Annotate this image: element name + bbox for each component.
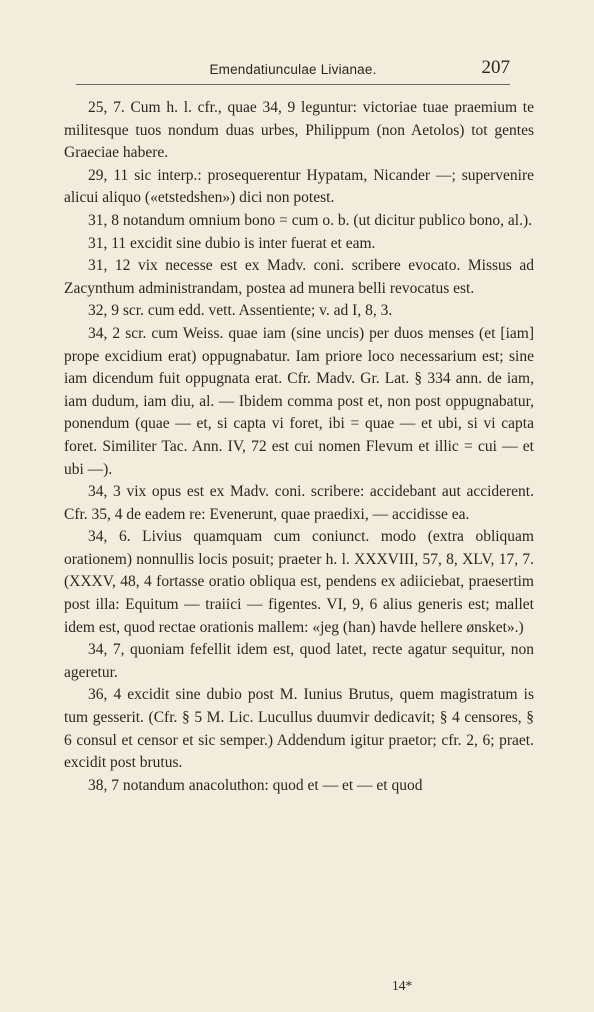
main-text <box>64 97 534 797</box>
paragraph: 34, 2 scr. cum Weiss. quae iam (sine uncis) per duos menses (et [iam] prope excidium erat) oppugnabatur. Iam priore loco necessarium est; sine iam dicendum fuit oppugnata erat. Cfr. Madv. Gr. Lat. § 334 ann. de iam, iam dudum, iam diu, al. — Ibidem comma post et, non post oppugnabatur, ponendum (quae — et, si capta vi foret, ibi = quae — et ubi, si vi capta foret. Similiter Tac. Ann. IV, 72 est cui nomen Flevum et illic = cui — et ubi —). <box>64 324 534 478</box>
paragraph: 29, 11 sic interp.: prosequerentur Hypatam, Nicander —; supervenire alicui aliquo («etstedshen») dici non potest. <box>64 166 534 207</box>
paragraph: 31, 12 vix necesse est ex Madv. coni. scribere evocato. Missus ad Zacynthum administrandam, postea ad munera belli revocatus est. <box>64 257 534 297</box>
paragraph: 36, 4 excidit sine dubio post M. Iunius Brutus, quem magistratum is tum gesserit. (Cfr. § 5 M. Lic. Lucullus duumvir dedicavit; § 4 censores, § 6 consul et censor et sic semper.) Addendum igitur praetor; cfr. 2, 6; praet. excidit post brutus. <box>64 686 534 772</box>
paragraph: 34, 7, quoniam fefellit idem est, quod latet, recte agatur sequitur, non ageretur. <box>64 641 534 681</box>
paragraph: 31, 11 excidit sine dubio is inter fuerat et eam. <box>88 234 376 252</box>
paragraph: 34, 3 vix opus est ex Madv. coni. scribere: accidebant aut acciderent. Cfr. 35, 4 de eadem re: Evenerunt, quae praedixi, — accidisse ea. <box>64 483 534 523</box>
paragraph: 38, 7 notandum anacoluthon: quod et — et — et quod <box>88 776 423 794</box>
paragraph: 25, 7. Cum h. l. cfr., quae 34, 9 leguntur: victoriae tuae praemium te militesque tuos nondum duas urbes, Philippum (non Aetolos) tot gentes Graeciae habere. <box>64 99 534 162</box>
paragraph: 32, 9 scr. cum edd. vett. Assentiente; v. ad I, 8, 3. <box>88 302 393 320</box>
paragraph: 31, 8 notandum omnium bono = cum o. b. (ut dicitur publico bono, al.). <box>88 211 532 229</box>
signature-mark: 14* <box>392 978 413 993</box>
running-title: Emendatiunculae Livianae. <box>209 62 377 77</box>
paragraph: 34, 6. Livius quamquam cum coniunct. modo (extra obliquam orationem) nonnullis locis posuit; praeter h. l. XXXVIII, 57, 8, XLV, 17, 7. (XXXV, 48, 4 fortasse oratio obliqua est, pendens ex adiiciebat, praesertim post illa: Equitum — traiici — figentes. VI, 9, 6 alius generis est; mallet idem est, quod rectae orationis mallem: «jeg (han) havde hellere ønsket».) <box>64 528 534 636</box>
page-header <box>76 57 510 85</box>
page-number: 207 <box>481 57 510 78</box>
